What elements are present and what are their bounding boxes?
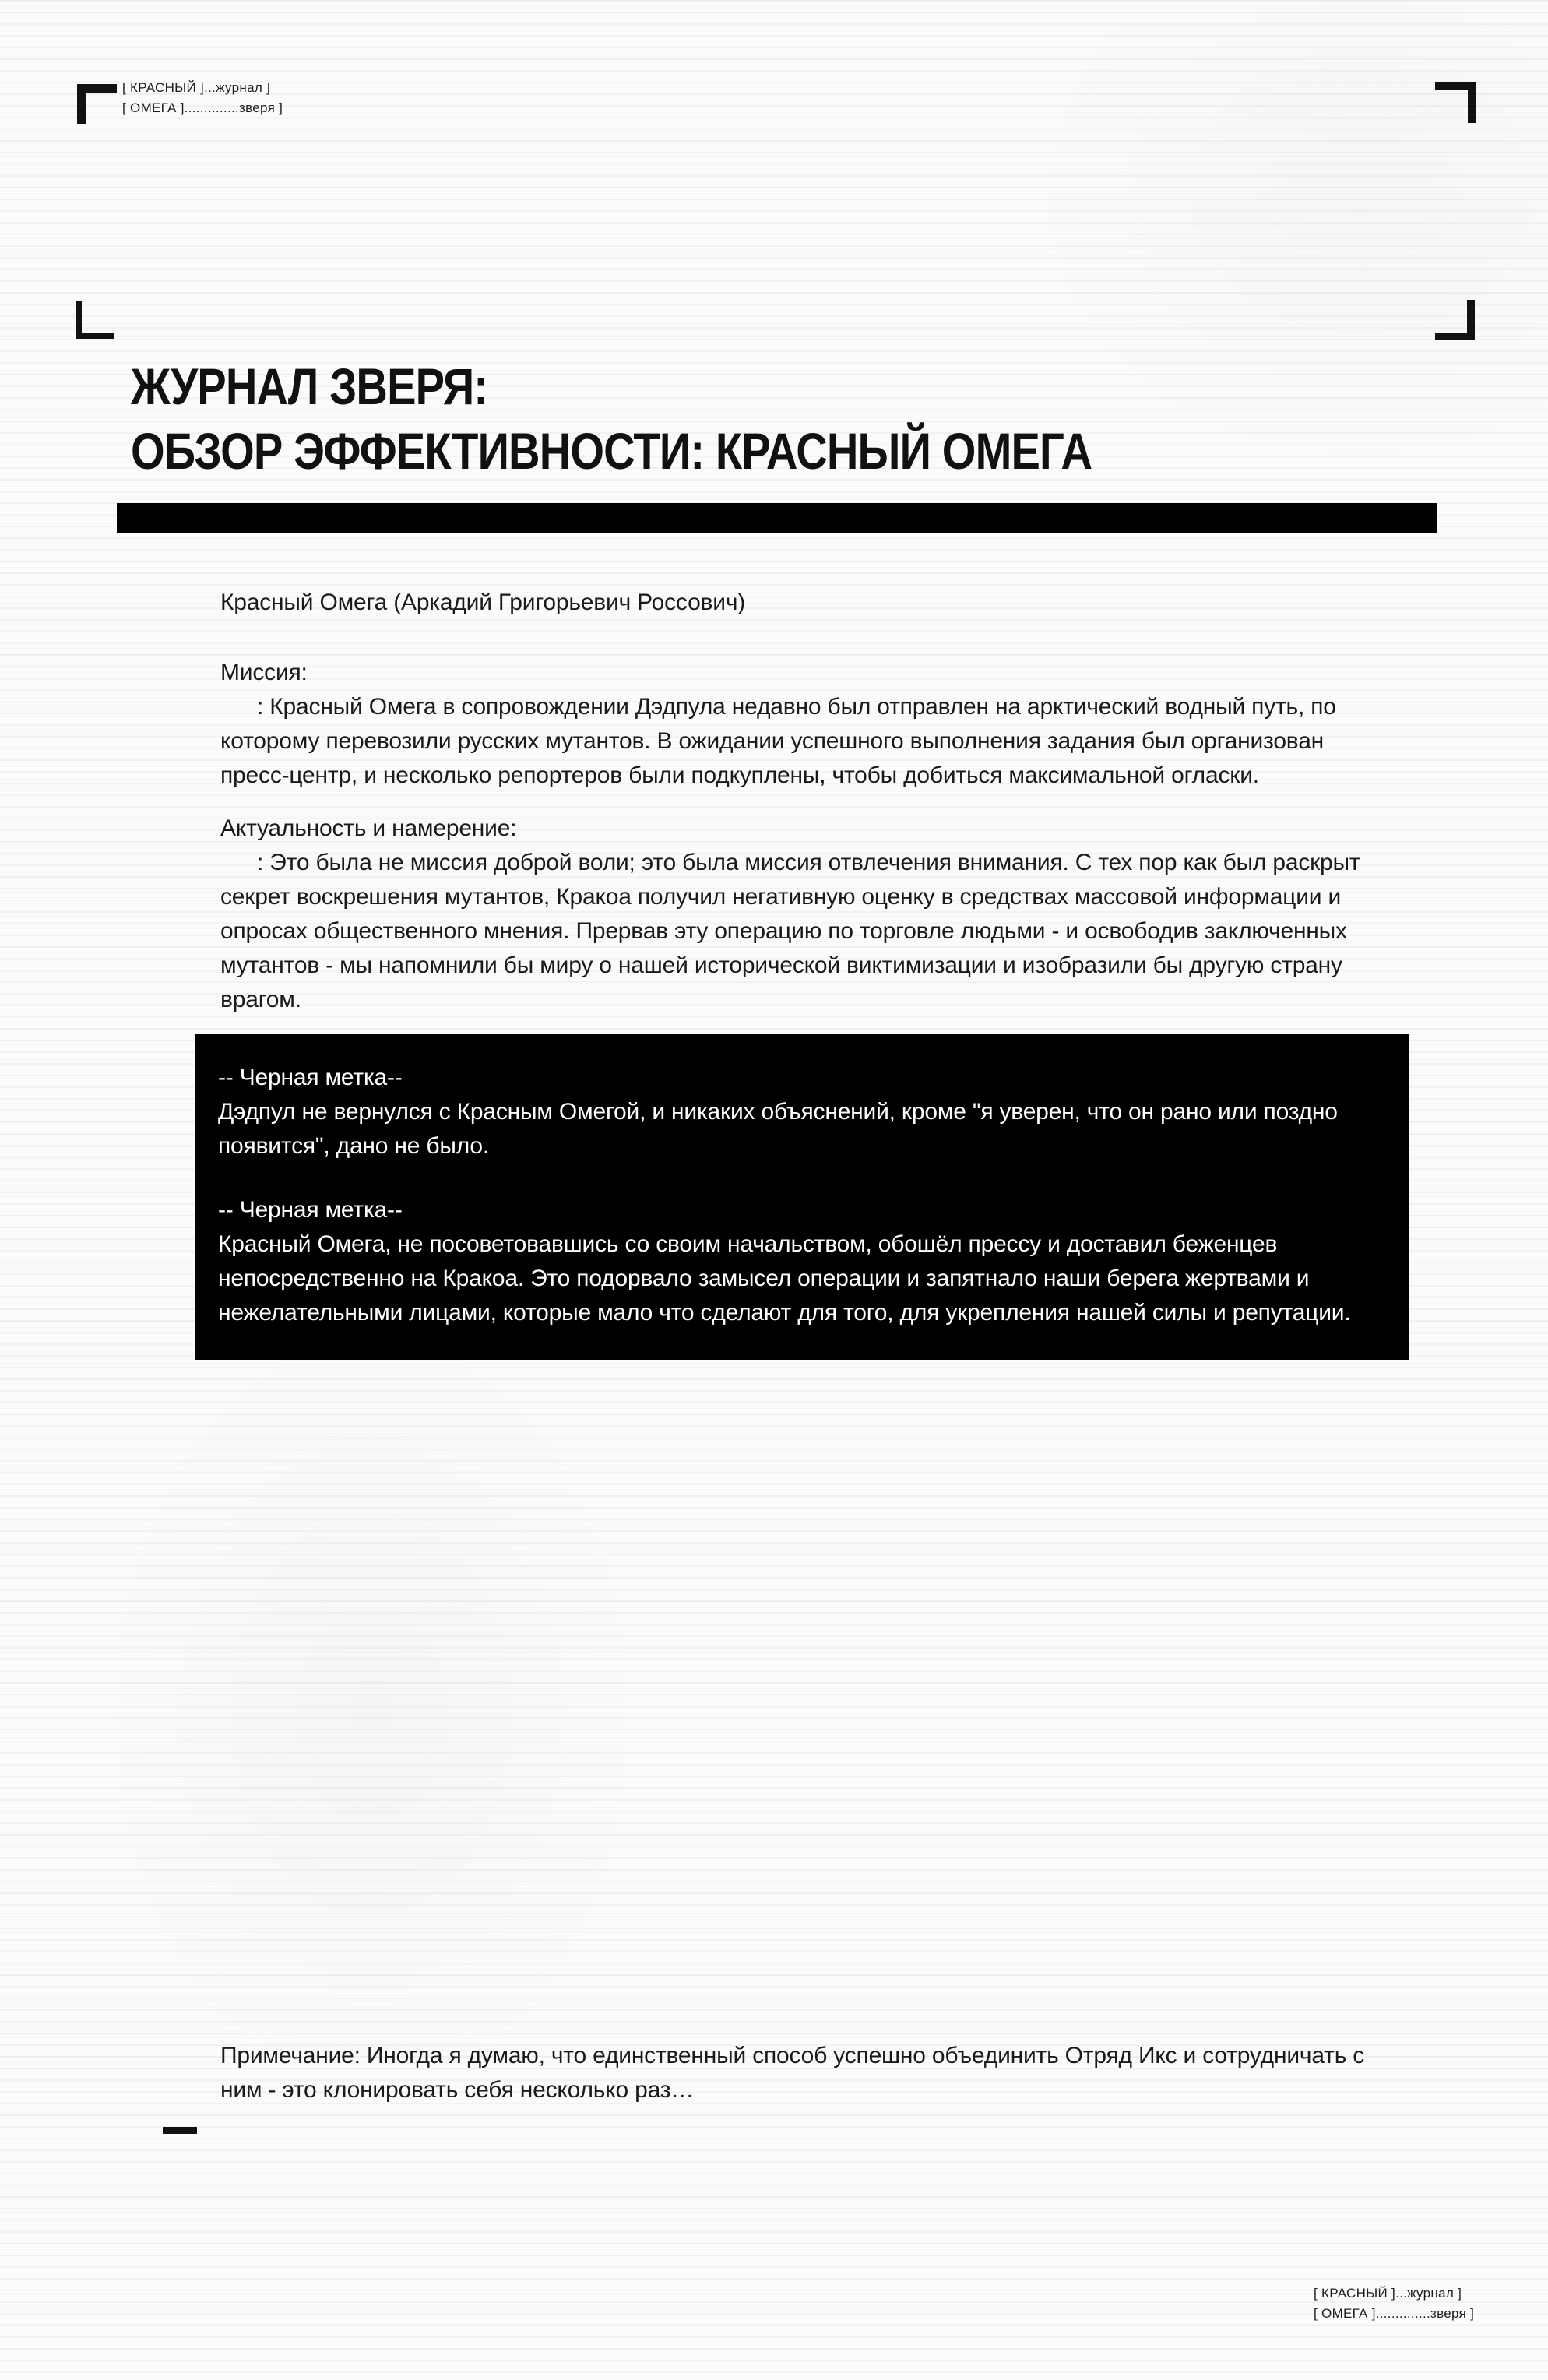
footer-file-label-line1: [ КРАСНЫЙ ]...журнал ] bbox=[1314, 2286, 1462, 2301]
title-underline-bar bbox=[117, 503, 1437, 533]
report-body bbox=[220, 586, 1388, 1017]
page-dash-mark bbox=[163, 2127, 197, 2134]
subject-line: Красный Омега (Аркадий Григорьевич Россович) bbox=[220, 590, 746, 615]
footer-file-label-line2: [ ОМЕГА ]..............зверя ] bbox=[1314, 2306, 1475, 2321]
page-title-line1: ЖУРНАЛ ЗВЕРЯ: bbox=[131, 357, 488, 415]
section-label-mission: Миссия: bbox=[220, 660, 308, 685]
black-mark-2-label: -- Черная метка-- bbox=[218, 1197, 403, 1223]
crop-mark-bottom-left bbox=[76, 301, 114, 339]
page-title bbox=[131, 357, 1261, 480]
crop-mark-bottom-right bbox=[1435, 300, 1475, 340]
crop-mark-top-left bbox=[77, 84, 117, 124]
black-mark-1-label: -- Черная метка-- bbox=[218, 1065, 403, 1090]
page-title-line2: ОБЗОР ЭФФЕКТИВНОСТИ: КРАСНЫЙ ОМЕГА bbox=[131, 422, 1092, 480]
black-mark-box bbox=[195, 1034, 1409, 1360]
black-mark-1-body: Дэдпул не вернулся с Красным Омегой, и никаких объяснений, кроме "я уверен, что он рано или поздно появится", дано не было. bbox=[218, 1099, 1338, 1159]
footnote: Примечание: Иногда я думаю, что единственный способ успешно объединить Отряд Икс и сотрудничать с ним - это клонировать себя несколько раз… bbox=[220, 2043, 1365, 2103]
section-body-relevance: : Это была не миссия доброй воли; это была миссия отвлечения внимания. С тех пор как был раскрыт секрет воскрешения мутантов, Кракоа получил негативную оценку в средствах массовой информации и опросах общественного мнения. Прервав эту операцию по торговле людьми - и освободив заключенных мутантов - мы напомнили бы миру о нашей исторической виктимизации и изобразили бы другую страну врагом. bbox=[220, 850, 1360, 1012]
header-file-label-line2: [ ОМЕГА ]..............зверя ] bbox=[122, 100, 283, 115]
footer-file-label bbox=[1314, 2283, 1474, 2324]
section-body-mission: : Красный Омега в сопровождении Дэдпула недавно был отправлен на арктический водный путь, по которому перевозили русских мутантов. В ожидании успешного выполнения задания был организован пресс-центр, и несколько репортеров были подкуплены, чтобы добиться максимальной огласки. bbox=[220, 694, 1336, 788]
header-file-label-line1: [ КРАСНЫЙ ]...журнал ] bbox=[122, 80, 271, 95]
black-mark-2-body: Красный Омега, не посоветовавшись со своим начальством, обошёл прессу и доставил беженцев непосредственно на Кракоа. Это подорвало замысел операции и запятнало наши берега жертвами и нежелательными лицами, которые мало что сделают для того, для укрепления нашей силы и репутации. bbox=[218, 1231, 1351, 1326]
section-label-relevance: Актуальность и намерение: bbox=[220, 815, 517, 841]
header-file-label bbox=[122, 78, 283, 118]
crop-mark-top-right bbox=[1435, 82, 1476, 123]
